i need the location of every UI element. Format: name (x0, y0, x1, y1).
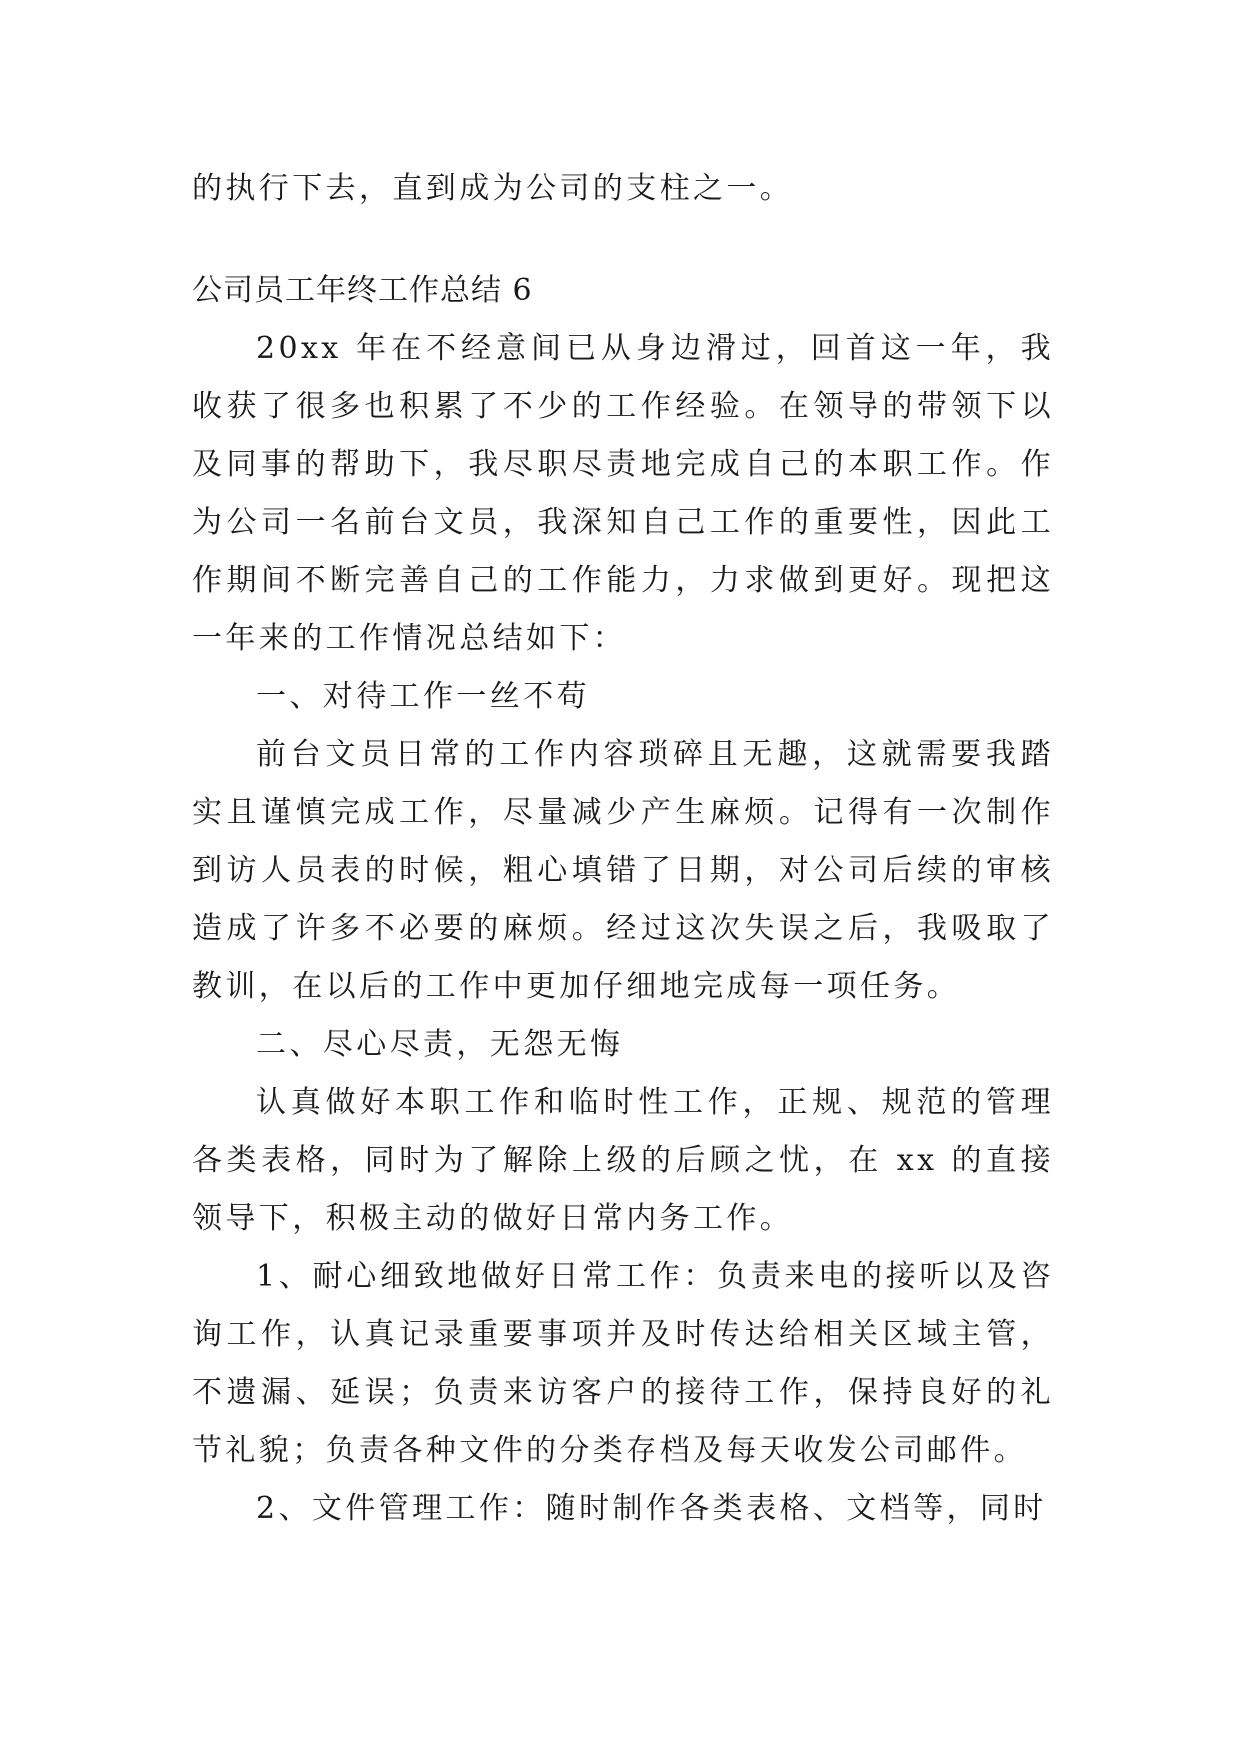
paragraph-intro: 20xx 年在不经意间已从身边滑过，回首这一年，我收获了很多也积累了不少的工作经验。在领导的带领下以及同事的帮助下，我尽职尽责地完成自己的本职工作。作为公司一名前台文员，我深知自己工作的重要性，因此工作期间不断完善自己的工作能力，力求做到更好。现把这一年来的工作情况总结如下： (192, 331, 1054, 656)
document-body (192, 160, 1054, 1538)
heading-one: 一、对待工作一丝不苟 (256, 679, 590, 714)
continuation-paragraph: 的执行下去，直到成为公司的支柱之一。 (192, 171, 794, 206)
paragraph-two: 认真做好本职工作和临时性工作，正规、规范的管理各类表格，同时为了解除上级的后顾之忧，在 xx 的直接领导下，积极主动的做好日常内务工作。 (192, 1085, 1054, 1236)
section-title: 公司员工年终工作总结 6 (192, 273, 533, 308)
list-item-one: 1、耐心细致地做好日常工作：负责来电的接听以及咨询工作，认真记录重要事项并及时传达给相关区域主管，不遗漏、延误；负责来访客户的接待工作，保持良好的礼节礼貌；负责各种文件的分类存档及每天收发公司邮件。 (192, 1259, 1054, 1468)
list-item-two: 2、文件管理工作：随时制作各类表格、文档等，同时 (256, 1491, 1047, 1526)
paragraph-one: 前台文员日常的工作内容琐碎且无趣，这就需要我踏实且谨慎完成工作，尽量减少产生麻烦。记得有一次制作到访人员表的时候，粗心填错了日期，对公司后续的审核造成了许多不必要的麻烦。经过这次失误之后，我吸取了教训，在以后的工作中更加仔细地完成每一项任务。 (192, 737, 1054, 1004)
heading-two: 二、尽心尽责，无怨无悔 (256, 1027, 624, 1062)
